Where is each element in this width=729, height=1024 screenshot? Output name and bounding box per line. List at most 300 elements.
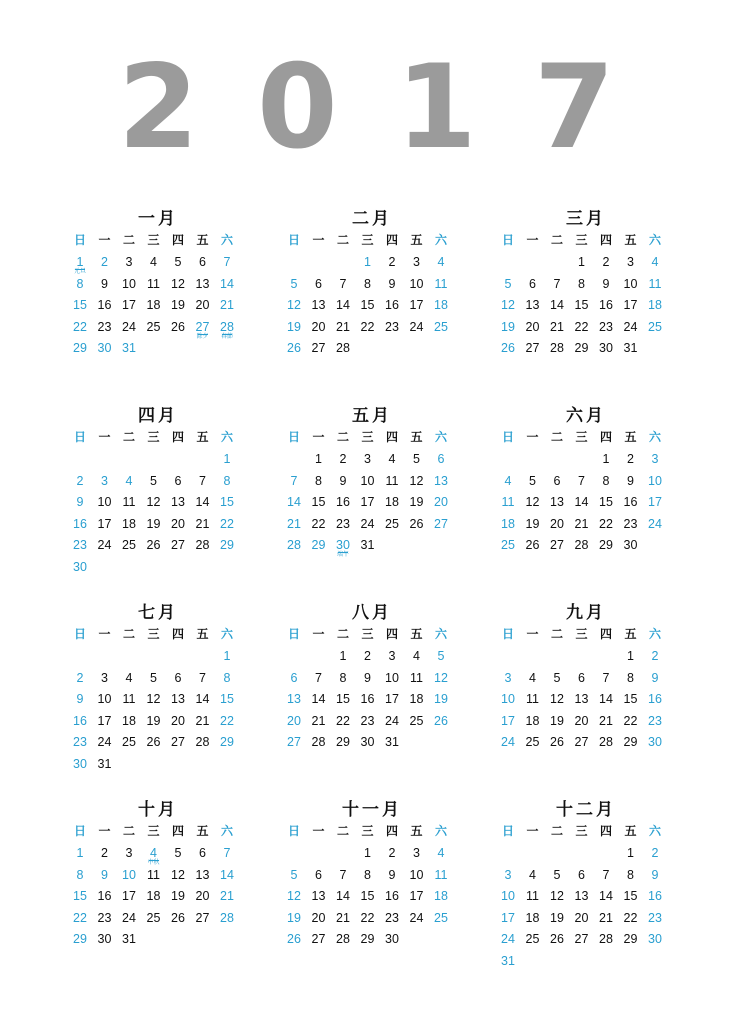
day-number: 29 — [336, 735, 350, 750]
day-number: 4 — [504, 473, 512, 488]
day-cell — [68, 254, 92, 275]
day-cell — [594, 537, 618, 553]
day-number: 24 — [501, 735, 515, 750]
day-number: 26 — [287, 341, 301, 356]
day-number: 27 — [171, 735, 185, 750]
day-number: 20 — [287, 713, 301, 728]
day-number: 7 — [223, 255, 231, 269]
day-cell — [619, 931, 643, 947]
day-number: 18 — [434, 889, 448, 904]
day-cell — [68, 537, 92, 553]
day-cell — [191, 276, 215, 292]
day-number: 13 — [574, 889, 589, 904]
day-number: 22 — [220, 516, 234, 531]
day-cell — [496, 931, 520, 947]
day-number: 1 — [578, 255, 585, 269]
day-number: 5 — [150, 473, 157, 488]
day-number: 11 — [147, 276, 160, 291]
day-number: 29 — [574, 341, 589, 356]
day-cell — [619, 670, 643, 686]
weekday-label: 六 — [434, 824, 447, 838]
day-cell — [307, 867, 331, 883]
day-number: 16 — [73, 713, 87, 728]
day-cell — [405, 473, 429, 489]
day-number: 1 — [223, 452, 231, 466]
day-number: 27 — [311, 932, 326, 947]
day-cell — [380, 451, 404, 467]
day-cell — [405, 297, 429, 313]
day-cell — [380, 516, 404, 532]
day-number: 6 — [199, 846, 206, 860]
day-number: 3 — [504, 670, 512, 685]
day-number: 31 — [122, 341, 136, 356]
weekday-label: 一 — [98, 233, 111, 247]
day-number: 21 — [550, 319, 564, 334]
weekday-label: 日 — [73, 824, 86, 838]
day-number: 18 — [648, 298, 662, 313]
day-cell — [496, 340, 520, 356]
day-cell — [429, 888, 453, 904]
weekday-label: 三 — [147, 233, 160, 247]
day-number: 25 — [648, 319, 662, 334]
day-number: 16 — [336, 495, 350, 510]
month-title: 一月 — [138, 209, 178, 229]
day-number: 22 — [623, 713, 638, 728]
day-number: 23 — [385, 319, 399, 334]
day-number: 30 — [97, 932, 112, 947]
day-number: 8 — [223, 473, 231, 488]
day-cell — [282, 910, 306, 926]
day-cell — [356, 931, 380, 947]
day-cell — [570, 340, 594, 356]
day-number: 23 — [73, 538, 87, 553]
day-number: 14 — [311, 692, 326, 707]
day-cell — [282, 713, 306, 729]
day-cell — [117, 691, 141, 707]
day-cell — [93, 276, 117, 292]
day-number: 26 — [171, 319, 185, 334]
day-cell — [215, 713, 239, 729]
day-number: 12 — [171, 276, 185, 291]
day-cell — [93, 734, 117, 750]
day-cell — [594, 910, 618, 926]
day-cell — [619, 319, 643, 335]
day-cell — [117, 340, 141, 356]
day-cell — [496, 734, 520, 750]
day-number: 6 — [199, 255, 206, 269]
day-cell — [521, 691, 545, 707]
day-number: 12 — [501, 298, 515, 313]
day-number: 23 — [360, 713, 375, 728]
day-cell — [356, 319, 380, 335]
day-number: 24 — [360, 516, 375, 531]
day-cell — [570, 276, 594, 292]
day-number: 14 — [574, 495, 589, 510]
day-cell — [594, 254, 618, 270]
day-number: 28 — [336, 341, 350, 356]
day-cell — [619, 648, 643, 664]
day-number: 7 — [339, 867, 347, 882]
day-cell — [521, 734, 545, 750]
day-cell — [191, 297, 215, 313]
day-number: 10 — [385, 670, 399, 685]
day-number: 10 — [122, 276, 136, 291]
day-cell — [117, 734, 141, 750]
day-number: 19 — [434, 692, 448, 707]
day-cell — [117, 494, 141, 510]
day-cell — [496, 537, 520, 553]
day-cell — [215, 910, 239, 926]
day-number: 7 — [602, 867, 610, 882]
day-cell — [282, 297, 306, 313]
day-number: 17 — [97, 713, 112, 728]
day-number: 29 — [220, 735, 234, 750]
day-number: 29 — [311, 538, 326, 553]
day-number: 20 — [311, 319, 326, 334]
day-number: 14 — [336, 298, 350, 313]
day-number: 28 — [550, 341, 564, 356]
day-cell — [380, 319, 404, 335]
day-number: 11 — [147, 867, 160, 882]
weekday-label: 二 — [122, 233, 135, 247]
weekday-label: 二 — [336, 824, 349, 838]
day-number: 2 — [364, 649, 371, 663]
day-number: 21 — [336, 910, 350, 925]
day-number: 2 — [627, 452, 634, 466]
day-cell — [68, 319, 92, 335]
day-number: 6 — [437, 452, 445, 466]
day-number: 4 — [388, 452, 396, 466]
weekday-label: 五 — [196, 430, 209, 444]
day-cell — [521, 670, 545, 686]
day-number: 16 — [360, 692, 375, 707]
day-cell — [307, 319, 331, 335]
holiday-note: 元旦 — [73, 268, 86, 275]
day-number: 10 — [501, 692, 515, 707]
day-cell — [331, 910, 355, 926]
weekday-label: 日 — [501, 430, 514, 444]
day-number: 21 — [599, 713, 613, 728]
day-number: 1 — [627, 846, 634, 860]
day-number: 27 — [434, 516, 448, 531]
day-number: 27 — [550, 538, 564, 553]
weekday-label: 四 — [171, 824, 184, 838]
day-number: 21 — [287, 516, 301, 531]
day-cell — [545, 516, 569, 532]
month-block — [68, 799, 248, 969]
day-cell — [282, 888, 306, 904]
day-number: 19 — [171, 889, 185, 904]
day-number: 10 — [409, 867, 424, 882]
day-cell — [643, 691, 667, 707]
day-cell — [331, 276, 355, 292]
day-cell — [142, 734, 166, 750]
day-cell — [93, 931, 117, 947]
day-number: 17 — [409, 298, 424, 313]
day-number: 9 — [627, 473, 634, 488]
day-cell — [215, 254, 239, 270]
day-number: 16 — [599, 298, 613, 313]
day-number: 15 — [599, 495, 613, 510]
day-number: 12 — [550, 889, 564, 904]
day-number: 30 — [648, 735, 662, 750]
day-cell — [166, 516, 190, 532]
day-cell — [570, 867, 594, 883]
day-cell — [405, 910, 429, 926]
day-number: 12 — [146, 495, 161, 510]
day-number: 16 — [73, 516, 87, 531]
day-cell — [166, 297, 190, 313]
weekday-label: 四 — [599, 824, 612, 838]
day-number: 26 — [525, 538, 540, 553]
holiday-note: 春節 — [220, 332, 233, 340]
day-cell — [619, 713, 643, 729]
day-number: 31 — [623, 341, 638, 356]
month-title: 三月 — [566, 209, 606, 229]
day-cell — [166, 888, 190, 904]
day-cell — [307, 494, 331, 510]
weekday-label: 一 — [312, 233, 325, 247]
day-number: 27 — [287, 735, 301, 750]
day-number: 9 — [76, 495, 84, 510]
day-cell — [570, 537, 594, 553]
day-cell — [405, 670, 429, 686]
day-number: 8 — [627, 670, 634, 685]
day-cell — [191, 888, 215, 904]
day-number: 7 — [199, 473, 206, 488]
day-number: 18 — [146, 889, 161, 904]
weekday-label: 三 — [361, 233, 374, 247]
day-number: 25 — [146, 319, 161, 334]
day-number: 17 — [122, 298, 136, 313]
day-number: 26 — [550, 932, 564, 947]
day-number: 20 — [195, 889, 210, 904]
day-number: 12 — [146, 692, 161, 707]
day-cell — [331, 734, 355, 750]
day-number: 9 — [388, 276, 396, 291]
weekday-label: 六 — [220, 430, 233, 444]
day-number: 22 — [336, 713, 350, 728]
day-cell — [570, 931, 594, 947]
day-number: 29 — [73, 932, 87, 947]
day-cell — [282, 516, 306, 532]
day-number: 20 — [550, 516, 564, 531]
day-cell — [619, 845, 643, 861]
day-number: 26 — [434, 713, 448, 728]
day-number: 24 — [385, 713, 399, 728]
weekday-label: 四 — [385, 627, 398, 641]
day-cell — [331, 670, 355, 686]
day-cell — [356, 734, 380, 750]
day-cell — [215, 537, 239, 553]
day-cell — [142, 845, 166, 866]
day-cell — [68, 867, 92, 883]
day-cell — [68, 494, 92, 510]
day-number: 9 — [339, 473, 347, 488]
day-number: 21 — [220, 298, 234, 313]
day-cell — [496, 516, 520, 532]
day-number: 12 — [287, 298, 301, 313]
day-number: 2 — [76, 473, 84, 488]
month-title: 七月 — [138, 603, 178, 623]
day-cell — [93, 494, 117, 510]
weekday-label: 日 — [501, 824, 514, 838]
day-number: 23 — [385, 910, 399, 925]
month-block — [496, 799, 676, 969]
day-number: 2 — [388, 255, 396, 269]
day-number: 14 — [220, 867, 234, 882]
day-number: 3 — [364, 452, 371, 466]
day-number: 12 — [287, 889, 301, 904]
day-number: 15 — [73, 298, 87, 313]
day-number: 6 — [529, 276, 536, 291]
day-cell — [570, 713, 594, 729]
weekday-label: 五 — [410, 824, 423, 838]
day-cell — [117, 319, 141, 335]
day-number: 9 — [101, 276, 108, 291]
weekday-label: 五 — [196, 824, 209, 838]
weekday-label: 二 — [550, 824, 563, 838]
day-cell — [643, 670, 667, 686]
day-cell — [356, 516, 380, 532]
holiday-note: 端午 — [336, 551, 349, 559]
day-cell — [619, 867, 643, 883]
month-title: 六月 — [566, 406, 606, 426]
day-cell — [356, 691, 380, 707]
day-cell — [331, 319, 355, 335]
day-cell — [405, 888, 429, 904]
day-cell — [68, 931, 92, 947]
day-cell — [68, 713, 92, 729]
day-cell — [405, 319, 429, 335]
day-cell — [191, 516, 215, 532]
day-number: 5 — [529, 473, 536, 488]
day-number: 27 — [171, 538, 185, 553]
month-block — [496, 208, 676, 378]
day-number: 30 — [648, 932, 662, 947]
day-number: 28 — [195, 538, 210, 553]
day-number: 7 — [290, 473, 298, 488]
day-number: 26 — [146, 538, 161, 553]
day-number: 17 — [648, 495, 662, 510]
day-cell — [93, 867, 117, 883]
day-cell — [545, 670, 569, 686]
day-cell — [594, 451, 618, 467]
day-number: 1 — [76, 846, 84, 860]
day-cell — [521, 473, 545, 489]
day-cell — [307, 734, 331, 750]
day-number: 27 — [195, 910, 210, 925]
day-cell — [331, 340, 355, 356]
day-number: 12 — [409, 473, 424, 488]
day-cell — [521, 537, 545, 553]
day-cell — [380, 297, 404, 313]
day-number: 20 — [574, 713, 589, 728]
day-number: 13 — [434, 473, 448, 488]
weekday-label: 四 — [385, 824, 398, 838]
day-number: 14 — [599, 692, 613, 707]
day-cell — [117, 537, 141, 553]
day-number: 24 — [623, 319, 638, 334]
day-cell — [521, 931, 545, 947]
day-cell — [93, 910, 117, 926]
day-number: 13 — [311, 889, 326, 904]
day-cell — [142, 473, 166, 489]
day-number: 10 — [648, 473, 662, 488]
day-number: 20 — [525, 319, 540, 334]
day-number: 19 — [550, 713, 564, 728]
weekday-label: 二 — [122, 627, 135, 641]
day-cell — [380, 888, 404, 904]
holiday-note: 除夕 — [196, 332, 209, 340]
weekday-label: 六 — [220, 233, 233, 247]
month-title: 九月 — [566, 603, 606, 623]
day-number: 5 — [413, 452, 420, 466]
holiday-note: 中秋 — [147, 859, 160, 866]
day-number: 26 — [171, 910, 185, 925]
day-cell — [93, 473, 117, 489]
day-number: 10 — [501, 889, 515, 904]
day-cell — [68, 276, 92, 292]
day-cell — [117, 254, 141, 270]
day-cell — [429, 713, 453, 729]
day-number: 29 — [599, 538, 613, 553]
day-cell — [191, 845, 215, 861]
day-cell — [429, 691, 453, 707]
day-cell — [429, 254, 453, 270]
day-number: 23 — [97, 910, 112, 925]
weekday-label: 日 — [287, 627, 300, 641]
day-number: 30 — [599, 341, 613, 356]
day-cell — [307, 516, 331, 532]
day-number: 4 — [529, 867, 536, 882]
day-cell — [380, 713, 404, 729]
day-number: 15 — [360, 298, 375, 313]
day-cell — [405, 276, 429, 292]
day-number: 10 — [623, 276, 638, 291]
day-cell — [215, 867, 239, 883]
day-cell — [545, 691, 569, 707]
day-cell — [619, 516, 643, 532]
day-number: 25 — [122, 735, 136, 750]
day-cell — [331, 888, 355, 904]
day-cell — [643, 297, 667, 313]
day-number: 16 — [97, 889, 112, 904]
weekday-label: 三 — [147, 627, 160, 641]
day-cell — [142, 494, 166, 510]
day-number: 25 — [434, 910, 448, 925]
day-number: 10 — [409, 276, 424, 291]
day-cell — [117, 276, 141, 292]
day-number: 3 — [388, 649, 396, 663]
day-number: 30 — [385, 932, 399, 947]
day-cell — [93, 845, 117, 861]
day-cell — [594, 931, 618, 947]
day-cell — [117, 473, 141, 489]
day-cell — [215, 276, 239, 292]
day-cell — [496, 713, 520, 729]
day-cell — [356, 473, 380, 489]
weekday-label: 四 — [171, 627, 184, 641]
day-number: 19 — [287, 319, 301, 334]
day-number: 25 — [385, 516, 399, 531]
weekday-label: 日 — [287, 430, 300, 444]
day-cell — [307, 451, 331, 467]
day-cell — [405, 867, 429, 883]
day-number: 1 — [602, 452, 610, 466]
day-cell — [215, 516, 239, 532]
day-cell — [570, 254, 594, 270]
